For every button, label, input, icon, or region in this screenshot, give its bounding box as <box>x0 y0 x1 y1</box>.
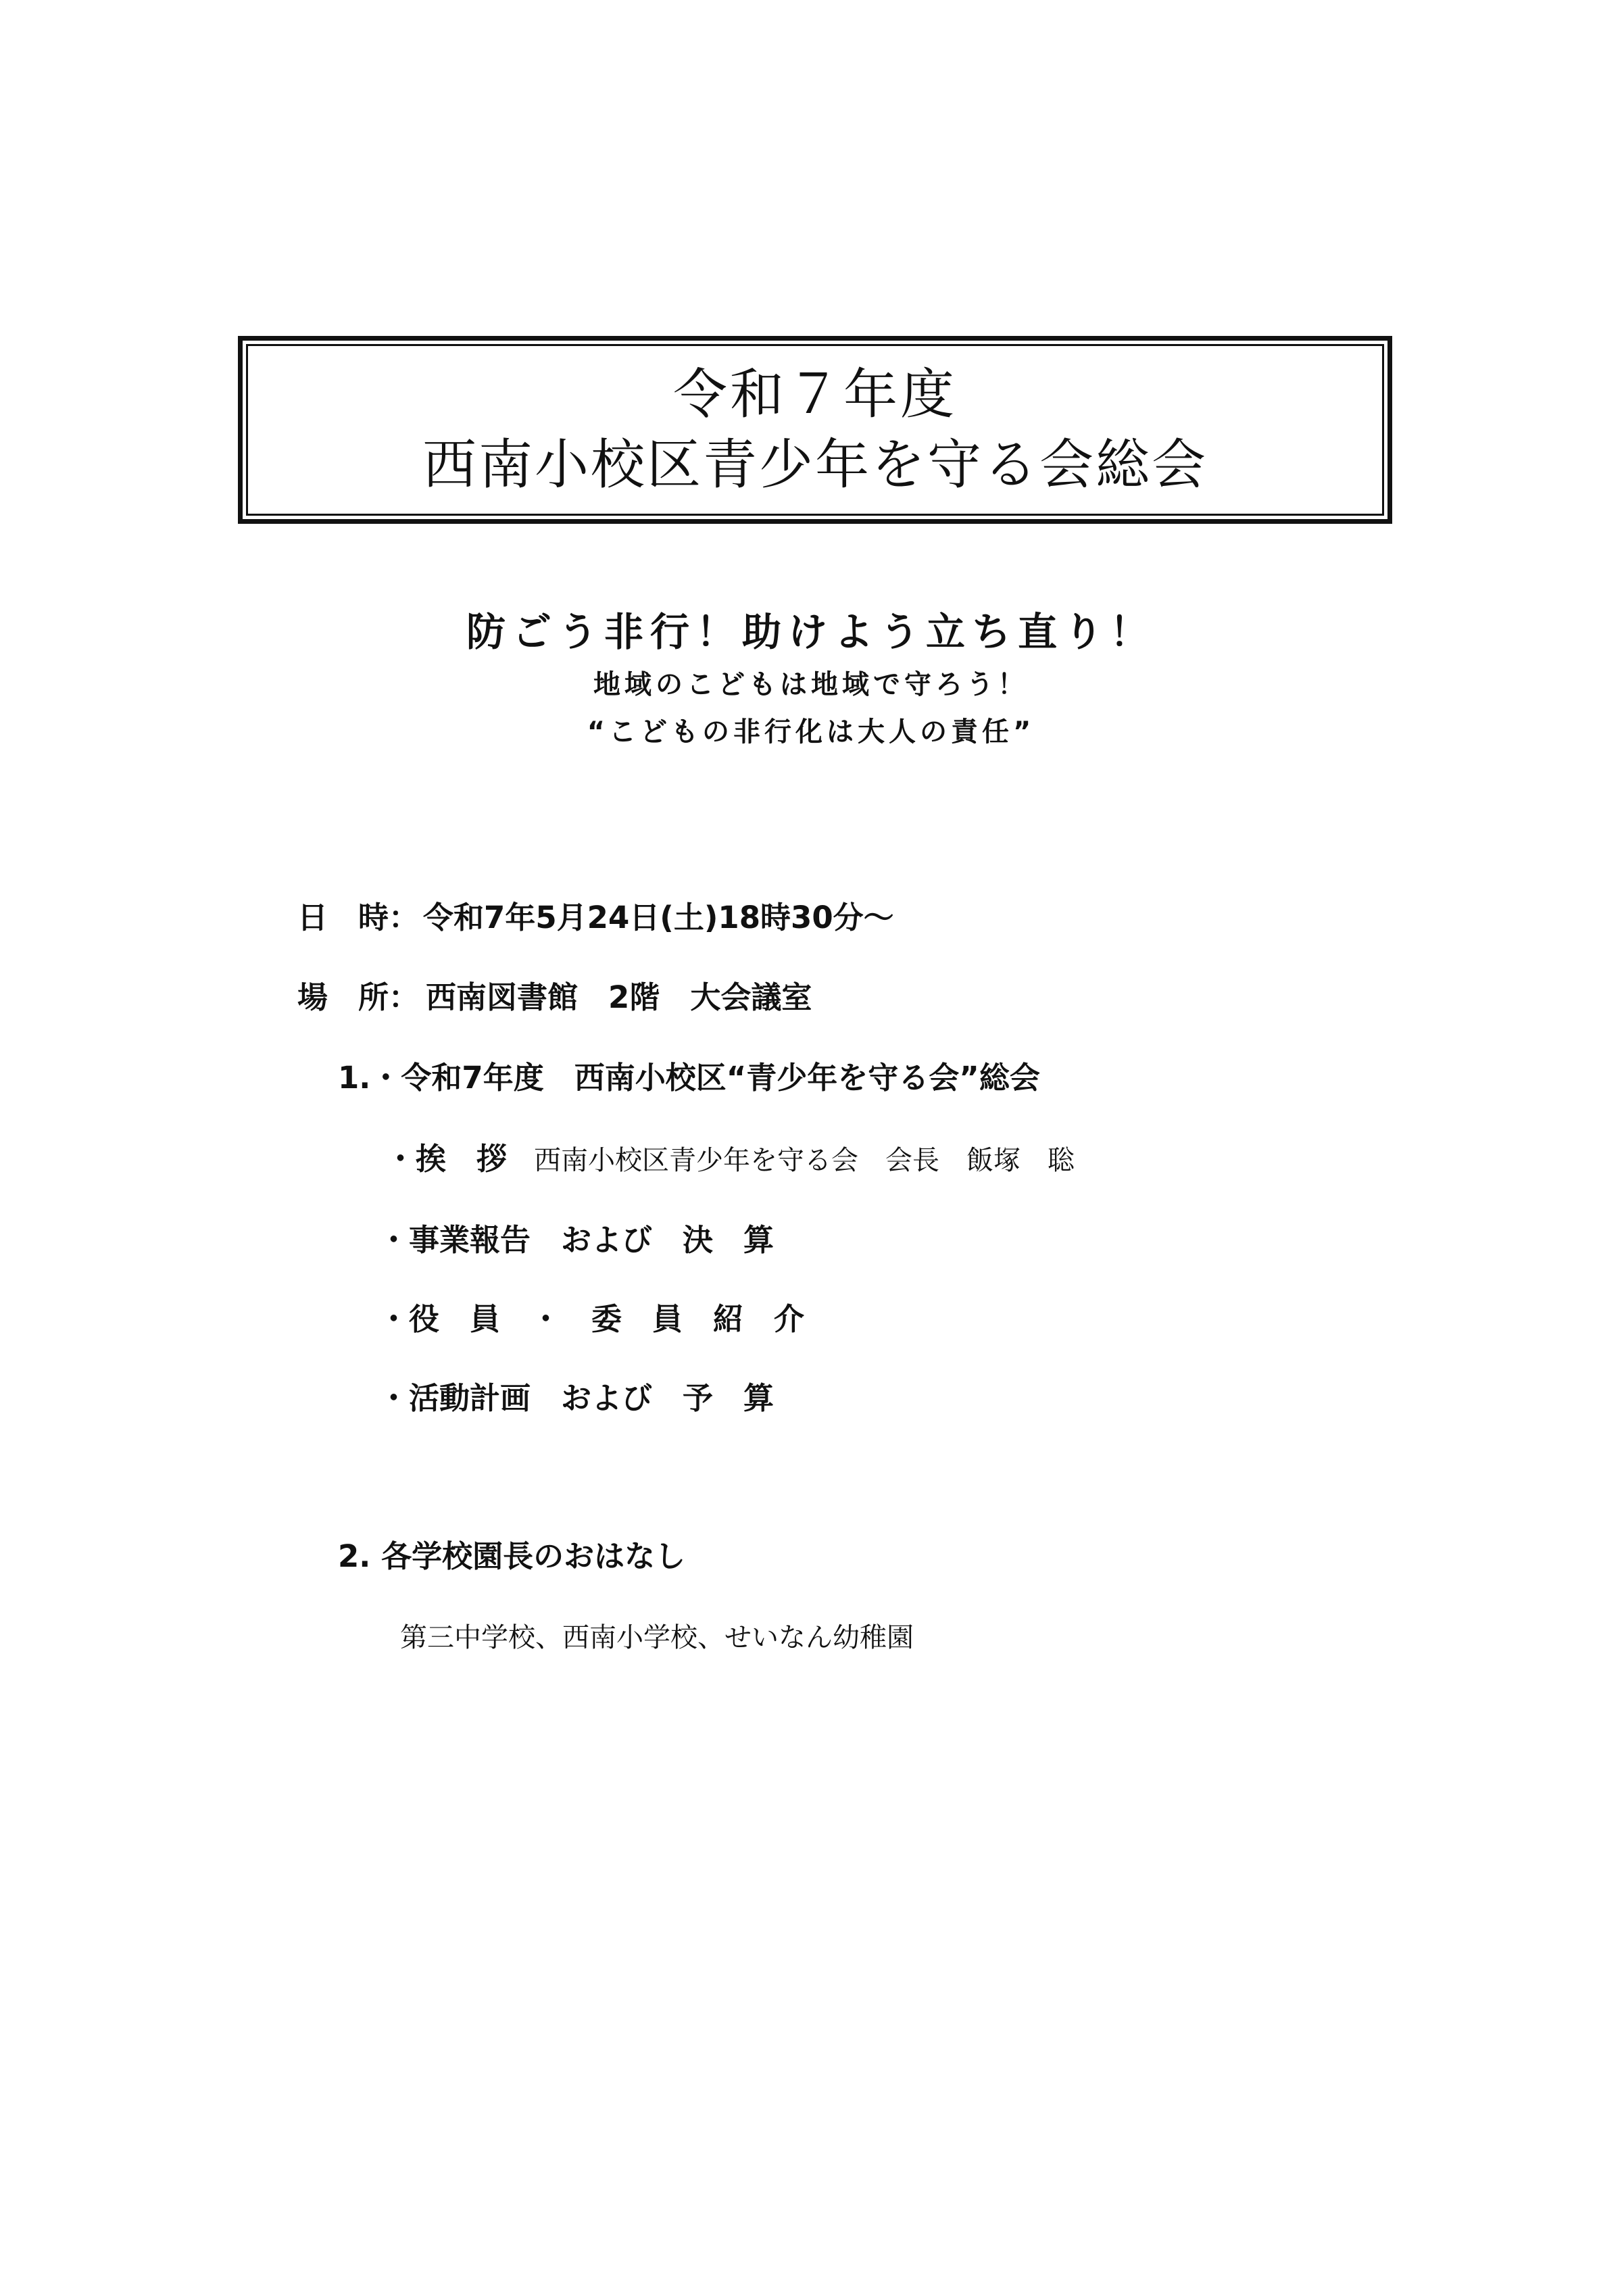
greeting-detail: 西南小校区青少年を守る会 会長 飯塚 聡 <box>534 1145 1075 1176</box>
agenda-item-2-schools: 第三中学校、西南小学校、せいなん幼稚園 <box>400 1622 914 1653</box>
date-label: 日 時： <box>297 900 420 935</box>
title-year: 令和７年度 <box>673 363 957 426</box>
place-label: 場 所： <box>297 979 420 1015</box>
agenda-sub-item: ・事業報告 および 決 算 <box>378 1222 775 1258</box>
title-box <box>238 336 1392 524</box>
slogan-sub-2: “こどもの非行化は大人の責任” <box>587 716 1035 748</box>
greeting-label: ・挨 拶 <box>385 1141 508 1177</box>
agenda-item-2-heading: 2. 各学校園長のおはなし <box>338 1538 686 1574</box>
schedule-date-line <box>297 898 894 938</box>
agenda-sub-item: ・活動計画 および 予 算 <box>378 1380 775 1416</box>
agenda-item-1-heading: 1.・令和7年度 西南小校区“青少年を守る会”総会 <box>338 1060 1040 1096</box>
title-box-inner <box>246 344 1384 516</box>
title-meeting-name: 西南小校区青少年を守る会総会 <box>422 433 1208 496</box>
slogan-main: 防ごう非行！助けよう立ち直り！ <box>466 609 1156 655</box>
schedule-place-line <box>297 977 812 1018</box>
place-value: 西南図書館 2階 大会議室 <box>426 979 812 1015</box>
date-value: 令和7年5月24日(土)18時30分～ <box>423 900 894 935</box>
agenda-greeting-line <box>385 1139 1075 1181</box>
slogan-sub-1: 地域のこどもは地域で守ろう！ <box>593 669 1029 700</box>
agenda-sub-item: ・役 員 ・ 委 員 紹 介 <box>378 1301 805 1337</box>
